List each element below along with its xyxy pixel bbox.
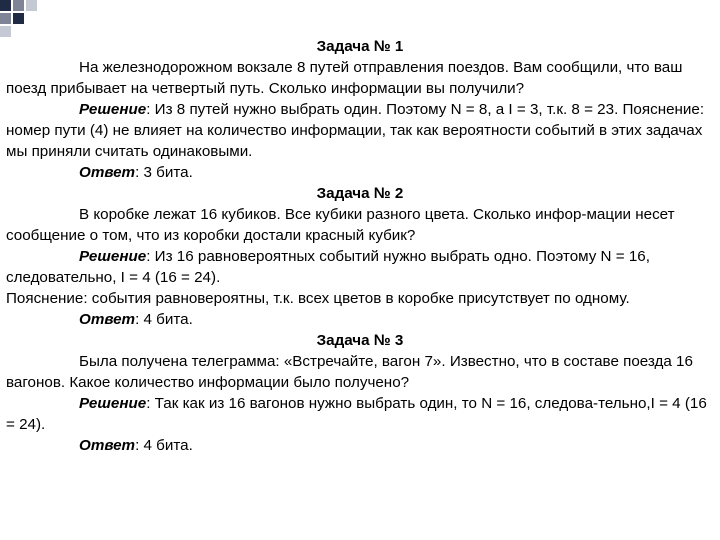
deco-square-mid (0, 13, 11, 24)
answer-text: : 4 бита. (135, 311, 193, 328)
task2-title: Задача № 2 (316, 185, 404, 202)
task2-explanation: Пояснение: события равновероятны, т.к. всех цветов в коробке присутствует по одному. (6, 290, 630, 307)
task2-answer (6, 309, 714, 330)
answer-label: Ответ (79, 311, 136, 328)
task1-answer (6, 162, 714, 183)
answer-label: Ответ (79, 437, 136, 454)
task1-solution (6, 99, 714, 162)
deco-square-dark (13, 13, 24, 24)
answer-label: Ответ (79, 164, 136, 181)
task1-text: На железнодорожном вокзале 8 путей отправления поездов. Вам сообщили, что ваш поезд прибывает на четвертый путь. Сколько информации вы получили? (6, 59, 683, 97)
deco-square-mid (13, 0, 24, 11)
document-body (6, 36, 714, 456)
answer-text: : 4 бита. (135, 437, 193, 454)
solution-label: Решение (79, 248, 147, 265)
task2-text: В коробке лежат 16 кубиков. Все кубики разного цвета. Сколько инфор-мации несет сообщение о том, что из коробки достали красный кубик? (6, 206, 675, 244)
solution-label: Решение (79, 395, 147, 412)
deco-square-dark (0, 0, 11, 11)
solution-text: : Из 16 равновероятных событий нужно выбрать одно. Поэтому N = 16, следовательно, I = 4 (16 = 24). (6, 248, 650, 286)
solution-text: : Из 8 путей нужно выбрать один. Поэтому N = 8, а I = 3, т.к. 8 = 23. Пояснение: номер пути (4) не влияет на количество информации, так как вероятности событий в этих задачах мы приняли считать одинаковыми. (6, 101, 705, 160)
task3-text: Была получена телеграмма: «Встречайте, вагон 7». Известно, что в составе поезда 16 вагонов. Какое количество информации было получено? (6, 353, 693, 391)
task3-answer (6, 435, 714, 456)
answer-text: : 3 бита. (135, 164, 193, 181)
task3-title: Задача № 3 (316, 332, 404, 349)
solution-text: : Так как из 16 вагонов нужно выбрать один, то N = 16, следова-тельно,I = 4 (16 = 24). (6, 395, 707, 433)
task3-solution (6, 393, 714, 435)
solution-label: Решение (79, 101, 147, 118)
task2-solution (6, 246, 714, 288)
task1-title: Задача № 1 (316, 38, 404, 55)
deco-square-light (26, 0, 37, 11)
